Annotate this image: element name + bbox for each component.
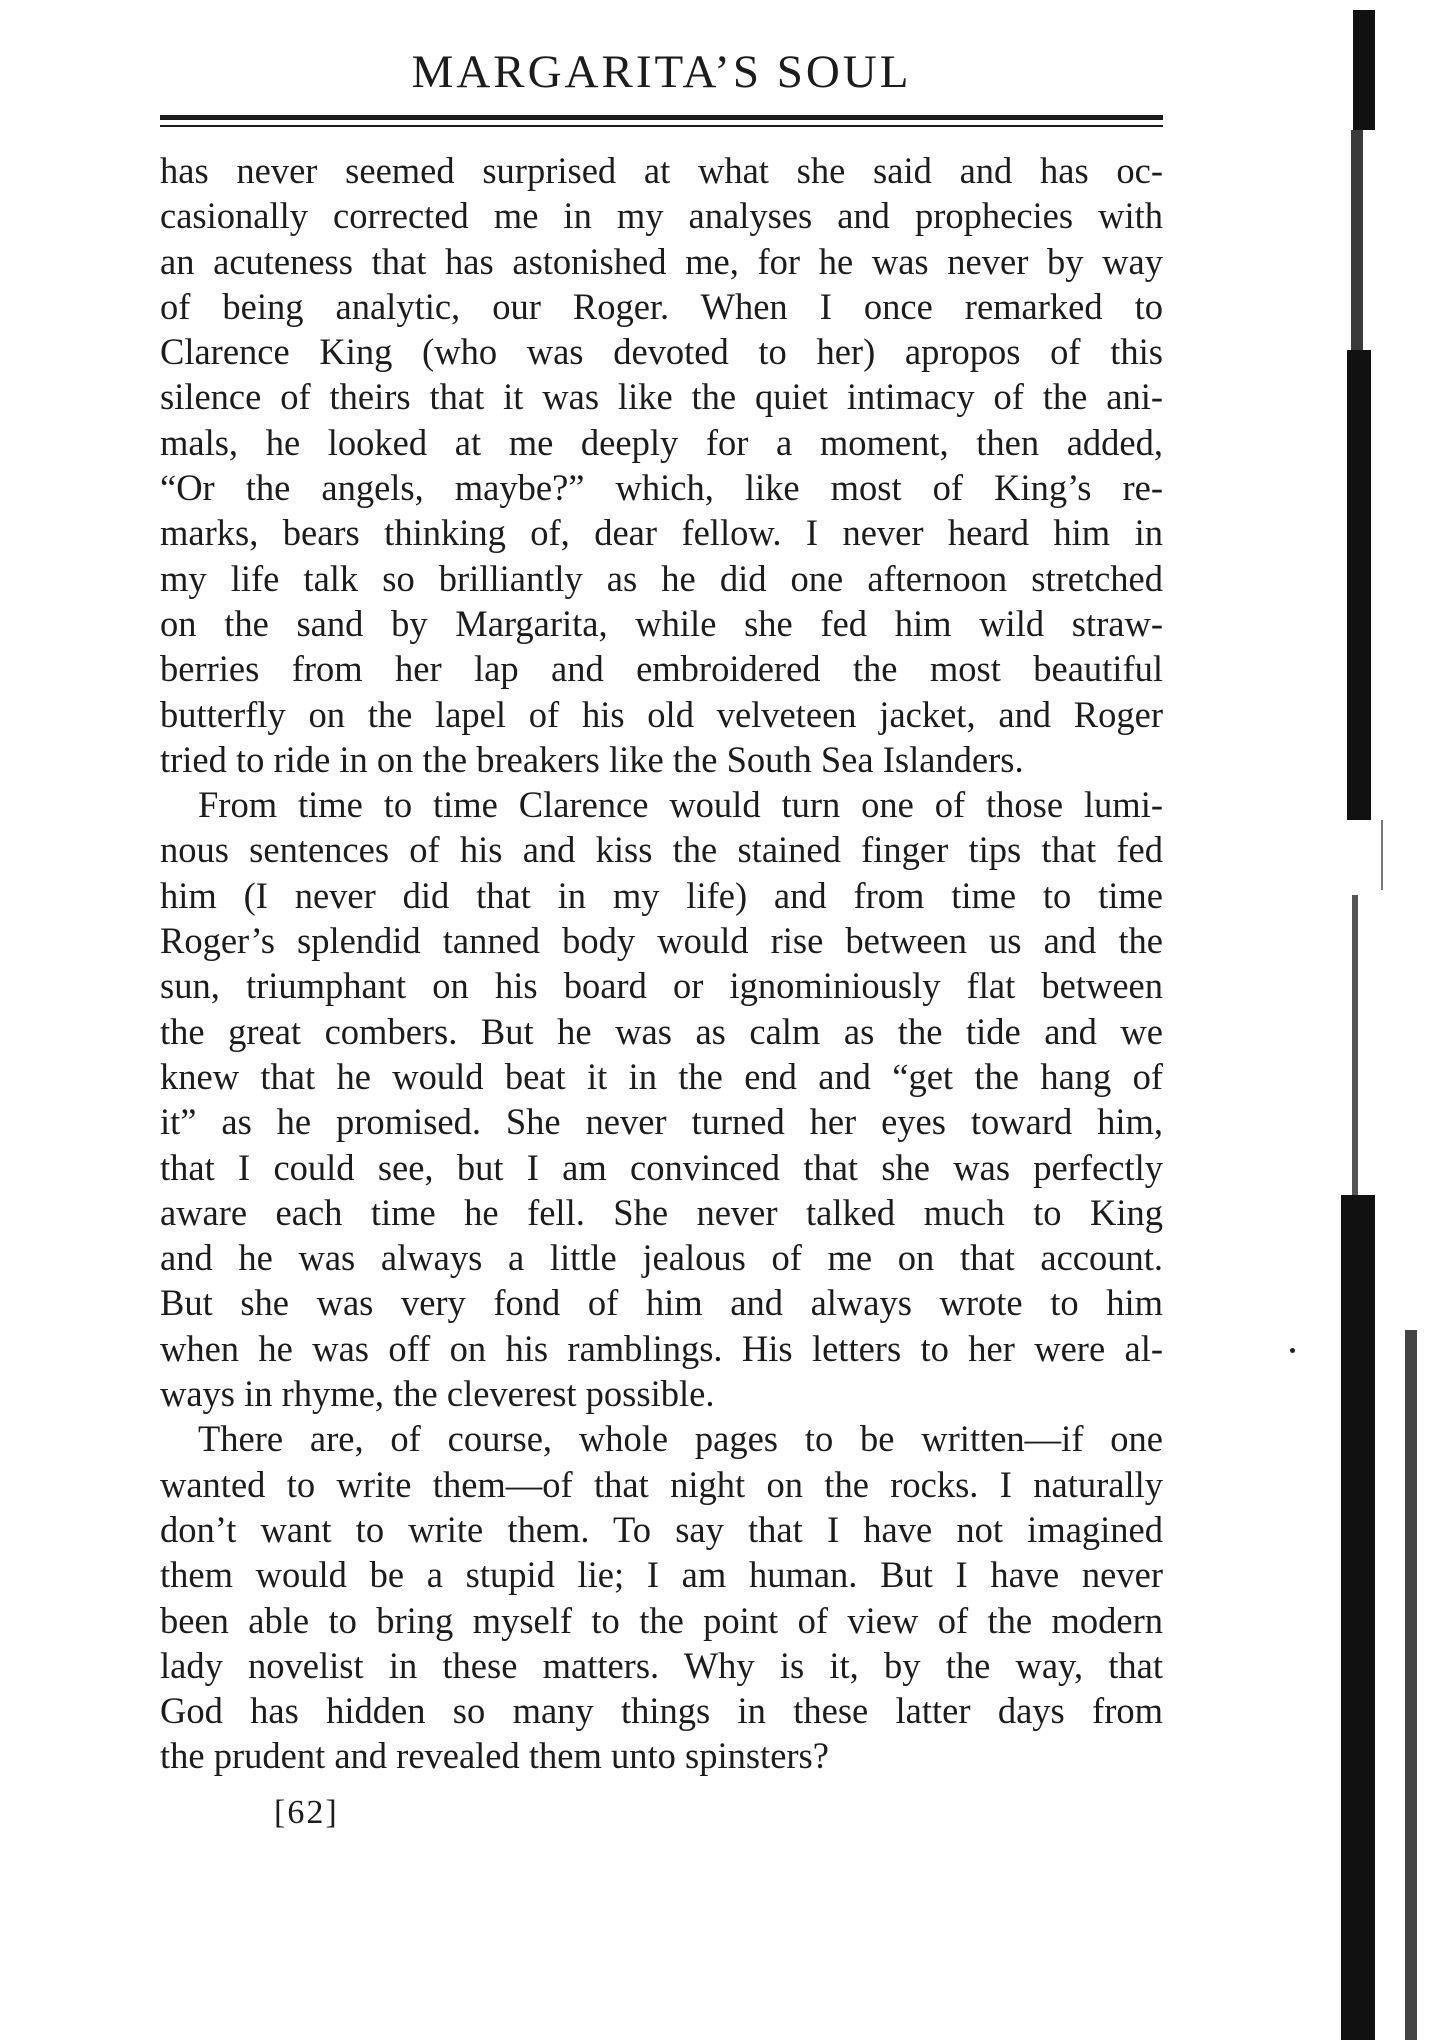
text-line: been able to bring myself to the point of view of the modern	[160, 1599, 1163, 1641]
text-line: God has hidden so many things in these latter days from	[160, 1690, 1163, 1732]
text-line: But she was very fond of him and always wrote to him	[160, 1282, 1163, 1324]
binding-shadow-bottom	[1341, 1195, 1375, 2040]
text-line: butterfly on the lapel of his old velveteen jacket, and Roger	[160, 693, 1163, 735]
text-line: There are, of course, whole pages to be written—if one	[198, 1418, 1163, 1460]
text-line: aware each time he fell. She never talked much to King	[160, 1191, 1163, 1233]
text-line: casionally corrected me in my analyses and prophecies with	[160, 195, 1163, 237]
page-number: [62]	[274, 1794, 339, 1831]
text-line: tried to ride in on the breakers like the South Sea Islanders.	[160, 738, 1024, 780]
text-line: silence of theirs that it was like the quiet intimacy of the ani-	[160, 376, 1163, 418]
text-line: of being analytic, our Roger. When I once remarked to	[160, 285, 1163, 327]
body-text	[160, 148, 1163, 1779]
binding-shadow-lower-gap	[1352, 895, 1358, 1195]
paragraph-2	[160, 782, 1163, 1416]
text-line: mals, he looked at me deeply for a moment, then added,	[160, 421, 1163, 463]
binding-shadow-top	[1353, 10, 1375, 130]
text-line: Roger’s splendid tanned body would rise between us and the	[160, 920, 1163, 962]
text-line: “Or the angels, maybe?” which, like most of King’s re-	[160, 467, 1163, 509]
text-line: the prudent and revealed them unto spinsters?	[160, 1735, 829, 1777]
text-line: wanted to write them—of that night on the rocks. I naturally	[160, 1463, 1163, 1505]
text-line: on the sand by Margarita, while she fed him wild straw-	[160, 602, 1163, 644]
text-line: nous sentences of his and kiss the stained finger tips that fed	[160, 829, 1163, 871]
text-line: my life talk so brilliantly as he did one afternoon stretched	[160, 557, 1163, 599]
text-line: that I could see, but I am convinced that she was perfectly	[160, 1146, 1163, 1188]
text-line: ways in rhyme, the cleverest possible.	[160, 1373, 715, 1415]
text-line: knew that he would beat it in the end and “get the hang of	[160, 1055, 1163, 1097]
text-line: the great combers. But he was as calm as the tide and we	[160, 1010, 1163, 1052]
text-line: From time to time Clarence would turn one of those lumi-	[198, 784, 1163, 826]
text-line: him (I never did that in my life) and from time to time	[160, 874, 1163, 916]
text-line: and he was always a little jealous of me on that account.	[160, 1237, 1163, 1279]
text-line: berries from her lap and embroidered the most beautiful	[160, 648, 1163, 690]
text-line: it” as he promised. She never turned her eyes toward him,	[160, 1101, 1163, 1143]
text-line: sun, triumphant on his board or ignominiously flat between	[160, 965, 1163, 1007]
text-line: lady novelist in these matters. Why is it, by the way, that	[160, 1644, 1163, 1686]
paragraph-1	[160, 148, 1163, 782]
binding-gap-line	[1381, 820, 1383, 890]
text-line: when he was off on his ramblings. His letters to her were al-	[160, 1327, 1163, 1369]
running-head: MARGARITA’S SOUL	[411, 46, 912, 98]
paragraph-3	[160, 1416, 1163, 1778]
scan-speck	[1290, 1348, 1295, 1353]
text-line: don’t want to write them. To say that I have not imagined	[160, 1508, 1163, 1550]
text-line: an acuteness that has astonished me, for he was never by way	[160, 240, 1163, 282]
binding-shadow-upper	[1351, 130, 1363, 350]
text-line: marks, bears thinking of, dear fellow. I never heard him in	[160, 512, 1163, 554]
header-rule-thick	[160, 115, 1163, 120]
binding-shadow-outer	[1405, 1330, 1417, 2040]
header-rule-thin	[160, 125, 1163, 127]
binding-shadow-mid	[1347, 350, 1371, 820]
text-line: has never seemed surprised at what she said and has oc-	[160, 150, 1163, 191]
text-line: them would be a stupid lie; I am human. But I have never	[160, 1554, 1163, 1596]
text-line: Clarence King (who was devoted to her) apropos of this	[160, 331, 1163, 373]
